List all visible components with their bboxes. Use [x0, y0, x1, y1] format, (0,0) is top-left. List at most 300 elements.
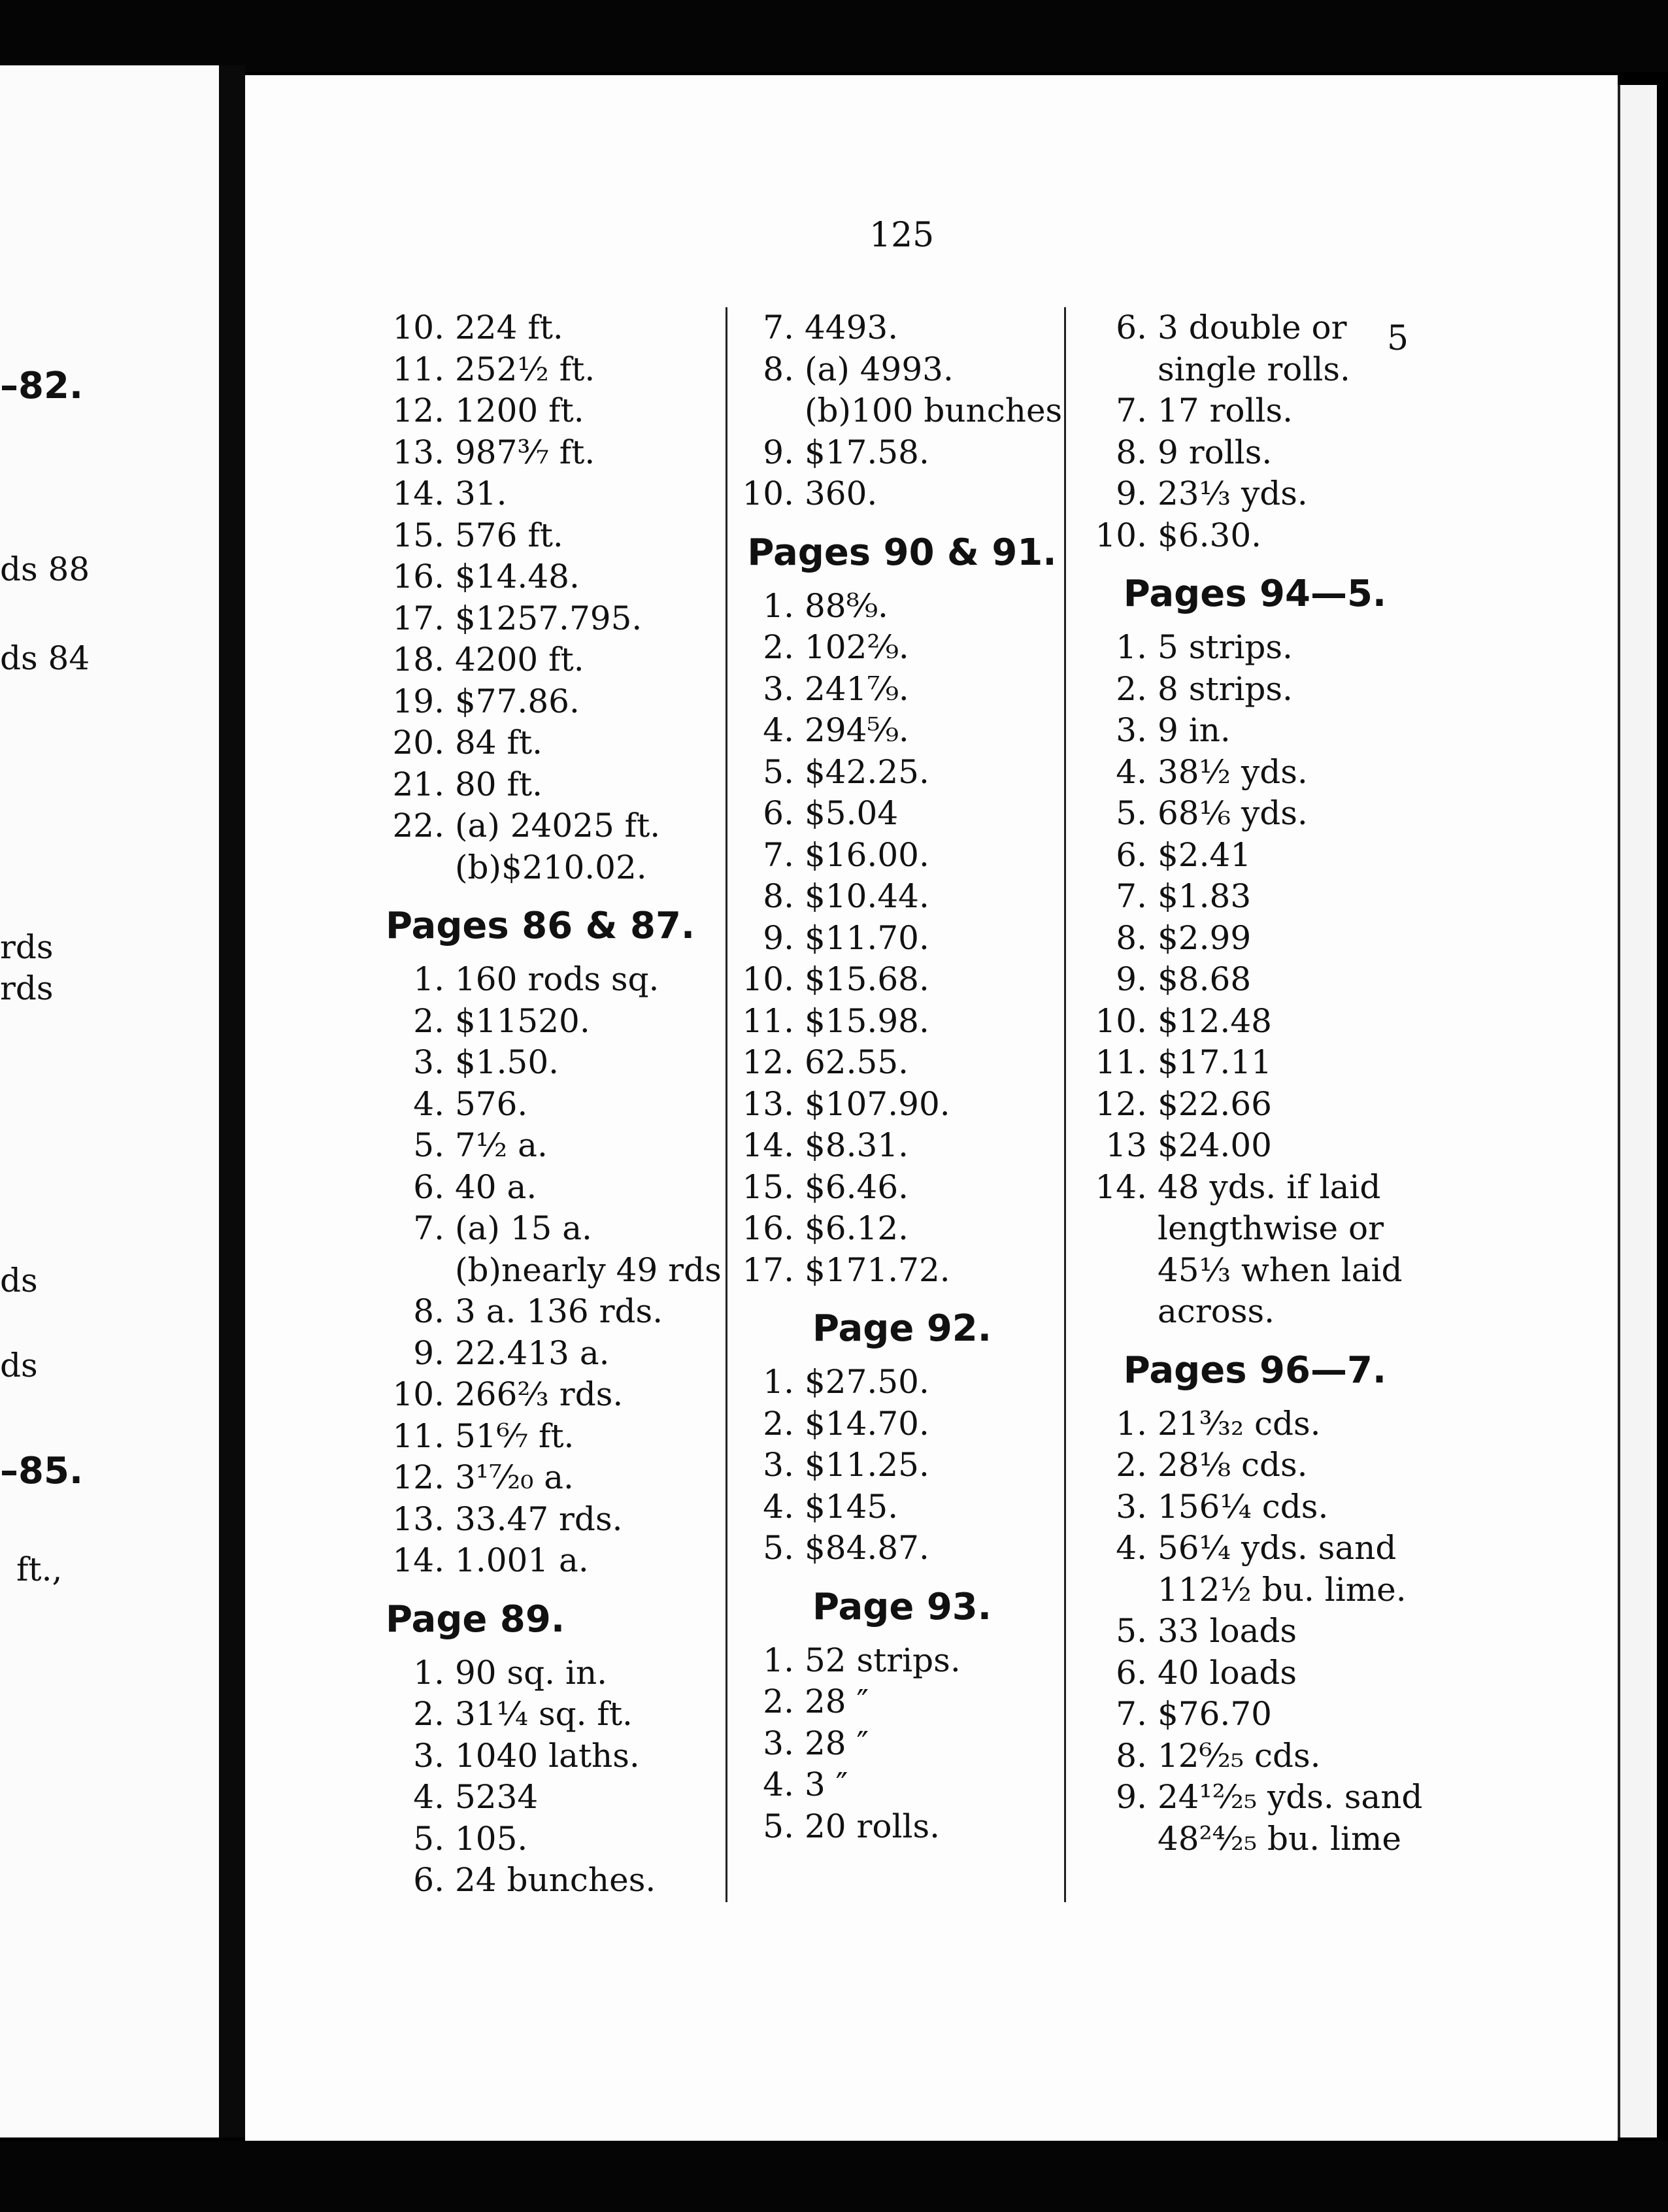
answer-number: 5. — [413, 1126, 444, 1164]
answer-row — [1085, 1652, 1425, 1694]
answer-number: 13. — [392, 1500, 444, 1538]
answer-row — [382, 432, 712, 474]
answer-value: 3 a. 136 rds. — [455, 1292, 663, 1330]
answer-number: 3. — [763, 1446, 794, 1484]
answer-row — [1085, 876, 1425, 918]
answer-number: 2. — [763, 1683, 794, 1720]
answer-value: $10.44. — [805, 877, 929, 915]
answer-number: 19. — [392, 682, 444, 720]
answer-row — [382, 515, 712, 557]
answer-number: 18. — [392, 641, 444, 679]
answer-number: 17. — [742, 1250, 794, 1289]
answer-row — [732, 349, 1072, 391]
answer-number: 1. — [1116, 628, 1147, 666]
answer-number: 21. — [392, 765, 444, 803]
section-heading: Page 92. — [812, 1307, 992, 1350]
answer-row — [732, 1681, 1072, 1723]
answer-number: 3. — [763, 1724, 794, 1762]
answer-row — [732, 1445, 1072, 1486]
book-gutter — [219, 65, 245, 2137]
answer-row — [1085, 1611, 1425, 1652]
answer-value: $76.70 — [1158, 1695, 1272, 1733]
answer-number: 5. — [1116, 1612, 1147, 1650]
answer-row — [382, 1333, 712, 1375]
answer-value: 987³⁄₇ ft. — [455, 433, 595, 471]
answer-value: 4493. — [805, 309, 899, 346]
answer-value: 38½ yds. — [1158, 752, 1308, 791]
answer-value: 252½ ft. — [455, 350, 595, 388]
answer-value: $1257.795. — [455, 599, 642, 637]
answer-number: 10. — [392, 1375, 444, 1413]
answer-number: 5. — [1116, 794, 1147, 832]
answer-value: (a) 24025 ft. — [455, 807, 661, 845]
answer-value: 360. — [805, 475, 878, 512]
answer-number: 2. — [1116, 669, 1147, 708]
answer-number: 8. — [1116, 918, 1147, 957]
answer-value: (b)100 bunches — [805, 392, 1063, 429]
answer-value: $5.04 — [805, 794, 899, 832]
answer-row — [1085, 1001, 1425, 1043]
answer-number: 12. — [392, 392, 444, 429]
answer-number: 14. — [1095, 1167, 1147, 1206]
answer-number: 10. — [1095, 516, 1147, 554]
answer-row — [382, 1540, 712, 1582]
answer-value: 48 yds. if laid — [1158, 1167, 1381, 1206]
answer-row — [382, 805, 712, 847]
answer-row — [732, 1362, 1072, 1403]
answer-value: 51⁶⁄₇ ft. — [455, 1416, 575, 1455]
answer-value: 90 sq. in. — [455, 1653, 608, 1692]
answer-row — [1085, 1291, 1425, 1333]
answer-number: 9. — [1116, 960, 1147, 998]
answer-row — [1085, 390, 1425, 432]
answer-value: 241⁷⁄₉. — [805, 669, 909, 708]
answer-number: 22. — [392, 807, 444, 845]
answer-number: 6. — [1116, 835, 1147, 874]
answer-value: $11520. — [455, 1001, 590, 1040]
answer-value: $15.68. — [805, 960, 929, 998]
answer-number: 8. — [763, 877, 794, 915]
answer-number: 10. — [392, 309, 444, 346]
answer-value: 7½ a. — [455, 1126, 548, 1164]
answer-value: single rolls. — [1158, 350, 1350, 388]
answer-number: 3. — [413, 1043, 444, 1081]
answer-row — [732, 1250, 1072, 1292]
answer-row — [732, 959, 1072, 1001]
answer-value: 31¼ sq. ft. — [455, 1695, 633, 1733]
section-heading: Page 93. — [812, 1585, 992, 1628]
section-heading: Pages 86 & 87. — [386, 905, 695, 947]
answer-value: $17.11 — [1158, 1043, 1272, 1081]
answer-value: 28⅛ cds. — [1158, 1446, 1308, 1484]
answer-value: 21³⁄₃₂ cds. — [1158, 1404, 1321, 1443]
answer-value: 576. — [455, 1084, 528, 1123]
answer-value: 112½ bu. lime. — [1158, 1570, 1407, 1609]
scan-border-bottom — [0, 2141, 1668, 2212]
answer-number: 6. — [413, 1167, 444, 1206]
answer-row — [1085, 515, 1425, 557]
answer-row — [382, 349, 712, 391]
corner-mark: 5 — [1387, 319, 1409, 358]
answer-value: across. — [1158, 1292, 1275, 1330]
answer-value: 23⅓ yds. — [1158, 475, 1308, 512]
answer-value: 84 ft. — [455, 724, 543, 762]
answer-value: 24 bunches. — [455, 1861, 656, 1899]
answer-number: 20. — [392, 724, 444, 762]
answer-row — [382, 1499, 712, 1541]
answer-value: $8.68 — [1158, 960, 1252, 998]
answer-value: 156¼ cds. — [1158, 1487, 1329, 1526]
answer-row — [1085, 473, 1425, 515]
answer-row — [1085, 793, 1425, 835]
answer-number: 9. — [1116, 475, 1147, 512]
answer-row — [732, 627, 1072, 669]
answer-number: 7. — [1116, 392, 1147, 429]
answer-number: 1. — [1116, 1404, 1147, 1443]
answer-value: (a) 15 a. — [455, 1209, 592, 1247]
facing-page-fragment: rds — [0, 928, 54, 966]
answer-row — [732, 1125, 1072, 1167]
facing-page-fragment: rds — [0, 969, 54, 1007]
answer-row — [382, 1374, 712, 1416]
answer-value: $16.00. — [805, 835, 929, 874]
answer-value: $171.72. — [805, 1250, 950, 1289]
answer-value: $2.99 — [1158, 918, 1252, 957]
answer-number: 4. — [763, 711, 794, 749]
answer-row — [732, 473, 1072, 515]
answer-number: 3. — [413, 1736, 444, 1775]
answer-row — [732, 669, 1072, 711]
answer-row — [382, 1652, 712, 1694]
answer-row — [382, 1167, 712, 1209]
answer-value: $11.70. — [805, 918, 929, 957]
answer-value: $27.50. — [805, 1363, 929, 1401]
answer-value: $1.50. — [455, 1043, 559, 1081]
answer-number: 1. — [763, 1641, 794, 1679]
answer-row — [1085, 1777, 1425, 1818]
answer-value: 52 strips. — [805, 1641, 961, 1679]
answer-number: 9. — [1116, 1778, 1147, 1816]
answer-row — [1085, 1569, 1425, 1611]
answer-row — [1085, 835, 1425, 877]
answer-row — [732, 390, 1072, 432]
column-rule — [726, 307, 727, 1902]
answer-value: $14.70. — [805, 1404, 929, 1443]
answer-number: 4. — [763, 1766, 794, 1803]
answer-number: 2. — [763, 628, 794, 666]
answer-value: $1.83 — [1158, 877, 1252, 915]
answer-row — [382, 959, 712, 1001]
answer-value: $42.25. — [805, 752, 929, 791]
answer-number: 3. — [1116, 1487, 1147, 1526]
answer-value: 5234 — [455, 1778, 539, 1816]
answer-value: $77.86. — [455, 682, 580, 720]
answer-number: 4. — [1116, 752, 1147, 791]
answer-value: 1200 ft. — [455, 392, 584, 429]
answer-value: $84.87. — [805, 1529, 929, 1567]
answer-value: 33.47 rds. — [455, 1500, 623, 1538]
answer-value: 102²⁄₉. — [805, 628, 909, 666]
answer-column-1 — [382, 307, 722, 1902]
answer-number: 13 — [1105, 1126, 1147, 1164]
answer-row — [732, 1764, 1072, 1806]
answer-row — [732, 918, 1072, 960]
answer-row — [382, 764, 712, 806]
answer-number: 12. — [742, 1043, 794, 1081]
answer-row — [382, 1042, 712, 1084]
answer-row — [1085, 1167, 1425, 1209]
answer-value: $11.25. — [805, 1446, 929, 1484]
answer-number: 10. — [742, 960, 794, 998]
answer-value: 80 ft. — [455, 765, 543, 803]
answer-row — [732, 1084, 1072, 1126]
answer-row — [732, 1167, 1072, 1209]
answer-row — [382, 598, 712, 640]
answer-number: 16. — [392, 558, 444, 595]
answer-row — [732, 1486, 1072, 1528]
answer-row — [1085, 627, 1425, 669]
answer-number: 3. — [763, 669, 794, 708]
answer-value: lengthwise or — [1158, 1209, 1384, 1247]
answer-number: 13. — [392, 433, 444, 471]
answer-value: 17 rolls. — [1158, 392, 1293, 429]
answer-column-2 — [732, 307, 1072, 1847]
answer-number: 4. — [413, 1778, 444, 1816]
answer-number: 14. — [392, 475, 444, 512]
answer-value: (b)$210.02. — [455, 848, 647, 886]
answer-value: 294⁵⁄₉. — [805, 711, 909, 749]
answer-value: 40 a. — [455, 1167, 537, 1206]
answer-number: 4. — [413, 1084, 444, 1123]
answer-number: 6. — [1116, 309, 1147, 346]
answer-value: 105. — [455, 1819, 528, 1858]
answer-number: 15. — [392, 516, 444, 554]
answer-value: (a) 4993. — [805, 350, 954, 388]
answer-row — [1085, 918, 1425, 960]
answer-row — [732, 307, 1072, 349]
answer-value: 224 ft. — [455, 309, 563, 346]
facing-page-fragment: –85. — [0, 1450, 84, 1492]
answer-row — [382, 1416, 712, 1458]
answer-row — [382, 473, 712, 515]
answer-value: 28 ″ — [805, 1683, 869, 1720]
answer-value: 9 rolls. — [1158, 433, 1273, 471]
page-number: 125 — [869, 216, 935, 255]
facing-page-fragment: ft., — [16, 1550, 63, 1588]
answer-row — [382, 1250, 722, 1292]
answer-number: 6. — [1116, 1653, 1147, 1692]
answer-number: 15. — [742, 1167, 794, 1206]
answer-row — [732, 793, 1072, 835]
answer-value: 3 ″ — [805, 1766, 848, 1803]
answer-number: 7. — [763, 309, 794, 346]
answer-row — [1085, 1528, 1425, 1569]
answer-row — [1085, 959, 1425, 1001]
answer-number: 5. — [763, 1807, 794, 1845]
answer-number: 8. — [413, 1292, 444, 1330]
answer-value: $12.48 — [1158, 1001, 1272, 1040]
answer-number: 2. — [413, 1001, 444, 1040]
answer-column-3 — [1085, 307, 1425, 1860]
answer-row — [382, 1860, 712, 1902]
answer-row — [382, 1208, 712, 1250]
answer-value: 266⅔ rds. — [455, 1375, 624, 1413]
answer-row — [1085, 307, 1425, 349]
answer-number: 11. — [392, 1416, 444, 1455]
answer-row — [1085, 1403, 1425, 1445]
answer-value: 12⁶⁄₂₅ cds. — [1158, 1736, 1321, 1775]
answer-row — [382, 1735, 712, 1777]
answer-row — [1085, 1250, 1425, 1292]
section-heading: Pages 96—7. — [1123, 1349, 1387, 1392]
answer-number: 8. — [1116, 433, 1147, 471]
answer-row — [1085, 1818, 1425, 1860]
answer-number: 6. — [413, 1861, 444, 1899]
answer-row — [732, 752, 1072, 794]
answer-value: 45⅓ when laid — [1158, 1250, 1403, 1289]
answer-number: 4. — [763, 1487, 794, 1526]
answer-row — [732, 1723, 1072, 1765]
answer-row — [382, 847, 712, 889]
answer-value: $6.12. — [805, 1209, 909, 1247]
answer-row — [732, 432, 1072, 474]
answer-number: 4. — [1116, 1529, 1147, 1567]
answer-row — [1085, 752, 1425, 794]
answer-value: 1.001 a. — [455, 1541, 589, 1579]
answer-number: 12. — [1095, 1084, 1147, 1123]
answer-value: 88⁸⁄₉. — [805, 586, 888, 625]
answer-value: 40 loads — [1158, 1653, 1297, 1692]
answer-row — [382, 639, 712, 681]
answer-value: 1040 laths. — [455, 1736, 640, 1775]
answer-value: 56¼ yds. sand — [1158, 1529, 1397, 1567]
answer-number: 7. — [1116, 1695, 1147, 1733]
answer-row — [1085, 1084, 1425, 1126]
answer-number: 1. — [763, 586, 794, 625]
answer-row — [1085, 432, 1425, 474]
answer-number: 11. — [392, 350, 444, 388]
answer-value: 8 strips. — [1158, 669, 1293, 708]
answer-row — [382, 681, 712, 723]
answer-row — [1085, 1694, 1425, 1735]
answer-number: 8. — [763, 350, 794, 388]
answer-number: 1. — [413, 1653, 444, 1692]
answer-number: 16. — [742, 1209, 794, 1247]
answer-value: 24¹²⁄₂₅ yds. sand — [1158, 1778, 1423, 1816]
facing-page-fragment: ds 84 — [0, 639, 90, 677]
answer-number: 6. — [763, 794, 794, 832]
answer-number: 9. — [413, 1333, 444, 1372]
facing-page-fragment: ds — [0, 1347, 38, 1384]
answer-row — [732, 1528, 1072, 1569]
answer-row — [382, 1777, 712, 1818]
answer-row — [732, 586, 1072, 628]
answer-value: $6.30. — [1158, 516, 1262, 554]
answer-row — [1085, 1735, 1425, 1777]
answer-row — [382, 1001, 712, 1043]
answer-row — [732, 1806, 1072, 1848]
answer-number: 10. — [1095, 1001, 1147, 1040]
answer-row — [732, 1042, 1072, 1084]
answer-value: 62.55. — [805, 1043, 909, 1081]
facing-page — [0, 65, 219, 2137]
answer-value: 33 loads — [1158, 1612, 1297, 1650]
answer-number: 14. — [392, 1541, 444, 1579]
answer-row — [382, 722, 712, 764]
answer-value: 576 ft. — [455, 516, 563, 554]
answer-value: $6.46. — [805, 1167, 909, 1206]
answer-number: 5. — [763, 1529, 794, 1567]
facing-page-fragment: –82. — [0, 365, 84, 407]
answer-value: $2.41 — [1158, 835, 1252, 874]
answer-number: 7. — [763, 835, 794, 874]
answer-row — [382, 390, 712, 432]
page-edge — [1618, 85, 1657, 2137]
answer-value: 3 double or — [1158, 309, 1347, 346]
answer-value: $15.98. — [805, 1001, 929, 1040]
answer-value: 48²⁴⁄₂₅ bu. lime — [1158, 1819, 1402, 1858]
answer-value: 9 in. — [1158, 711, 1231, 749]
answer-row — [732, 1403, 1072, 1445]
answer-row — [1085, 1208, 1425, 1250]
answer-row — [382, 1457, 712, 1499]
answer-number: 12. — [392, 1458, 444, 1496]
answer-value: $107.90. — [805, 1084, 950, 1123]
answer-value: $17.58. — [805, 433, 929, 471]
answer-value: $14.48. — [455, 558, 580, 595]
answer-number: 7. — [413, 1209, 444, 1247]
answer-number: 11. — [1095, 1043, 1147, 1081]
answer-row — [732, 1001, 1072, 1043]
answer-number: 7. — [1116, 877, 1147, 915]
answer-row — [382, 1125, 712, 1167]
answer-value: $8.31. — [805, 1126, 909, 1164]
answer-number: 2. — [413, 1695, 444, 1733]
answer-number: 3. — [1116, 711, 1147, 749]
answer-number: 10. — [742, 475, 794, 512]
section-heading: Pages 90 & 91. — [747, 531, 1057, 574]
answer-number: 9. — [763, 918, 794, 957]
answer-number: 2. — [763, 1404, 794, 1443]
answer-row — [382, 307, 712, 349]
answer-value: 4200 ft. — [455, 641, 584, 679]
answer-row — [732, 876, 1072, 918]
answer-number: 8. — [1116, 1736, 1147, 1775]
answer-value: $22.66 — [1158, 1084, 1272, 1123]
facing-page-fragment: ds — [0, 1262, 38, 1299]
answer-row — [382, 556, 712, 598]
answer-number: 11. — [742, 1001, 794, 1040]
section-heading: Pages 94—5. — [1123, 573, 1387, 615]
answer-value: 28 ″ — [805, 1724, 869, 1762]
section-heading: Page 89. — [386, 1598, 565, 1641]
answer-value: 5 strips. — [1158, 628, 1293, 666]
answer-number: 5. — [763, 752, 794, 791]
answer-row — [382, 1818, 712, 1860]
answer-row — [1085, 710, 1425, 752]
answer-row — [732, 1208, 1072, 1250]
answer-row — [732, 1640, 1072, 1682]
answer-row — [1085, 349, 1425, 391]
answer-number: 2. — [1116, 1446, 1147, 1484]
answer-value: 20 rolls. — [805, 1807, 941, 1845]
answer-row — [382, 1084, 712, 1126]
answer-row — [382, 1291, 712, 1333]
answer-row — [1085, 1445, 1425, 1486]
answer-value: $145. — [805, 1487, 899, 1526]
answer-value: 3¹⁷⁄₂₀ a. — [455, 1458, 574, 1496]
answer-number: 17. — [392, 599, 444, 637]
